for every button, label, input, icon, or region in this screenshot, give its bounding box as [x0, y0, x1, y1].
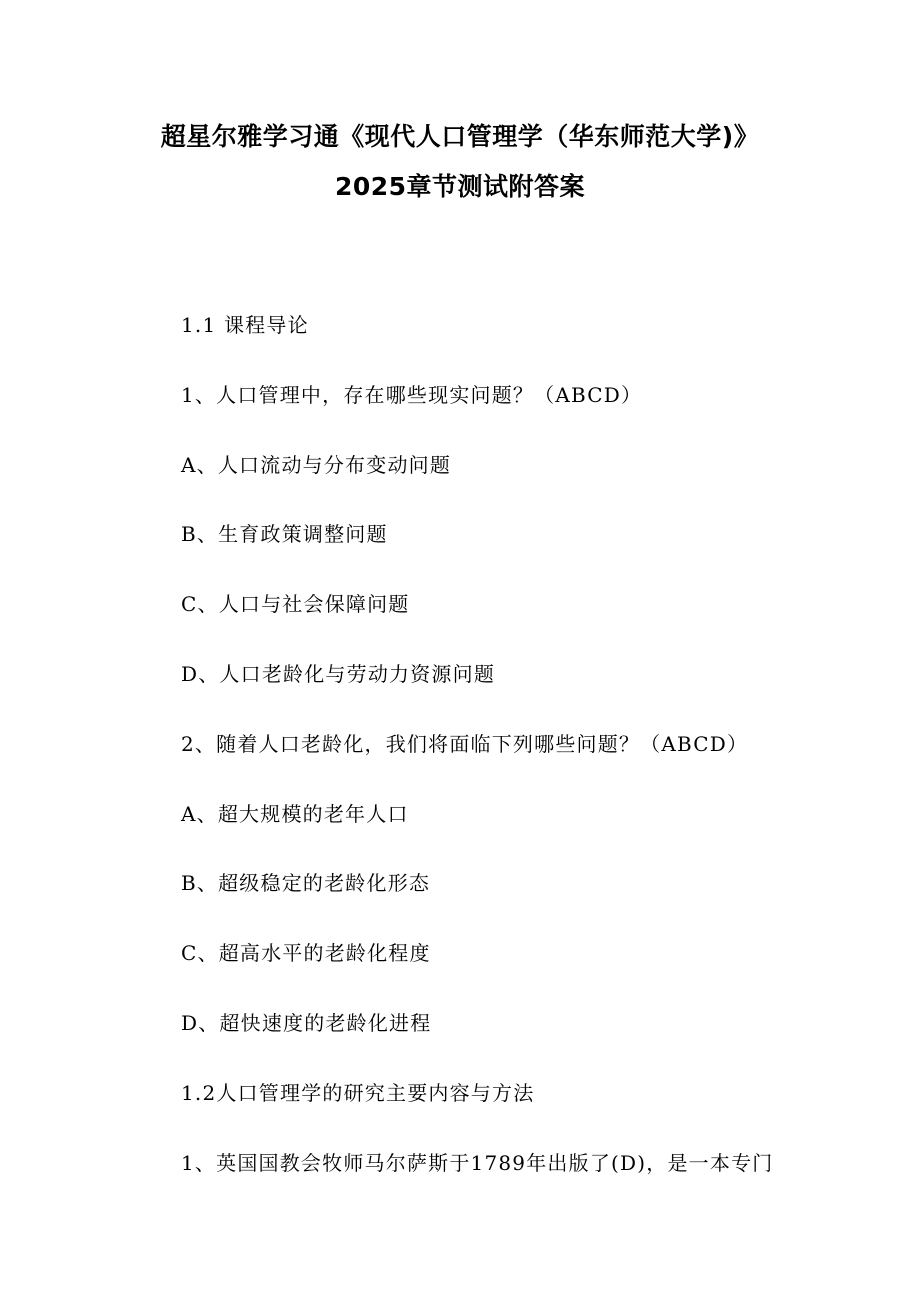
- section-heading-1-1: 1.1 课程导论: [181, 313, 309, 337]
- document-title-line-2: 2025章节测试附答案: [334, 172, 586, 201]
- question-1-2-1: 1、英国国教会牧师马尔萨斯于1789年出版了(D)，是一本专门: [181, 1151, 774, 1175]
- option-1-1-2-c: C、超高水平的老龄化程度: [181, 941, 431, 965]
- question-1-1-1: 1、人口管理中，存在哪些现实问题？（ABCD）: [181, 383, 643, 407]
- option-1-1-2-d: D、超快速度的老龄化进程: [181, 1011, 432, 1035]
- question-1-1-2: 2、随着人口老龄化，我们将面临下列哪些问题？（ABCD）: [181, 732, 749, 756]
- option-1-1-1-c: C、人口与社会保障问题: [181, 592, 410, 616]
- option-1-1-2-b: B、超级稳定的老龄化形态: [181, 871, 431, 895]
- option-1-1-2-a: A、超大规模的老年人口: [181, 802, 409, 826]
- option-1-1-1-d: D、人口老龄化与劳动力资源问题: [181, 662, 496, 686]
- option-1-1-1-a: A、人口流动与分布变动问题: [181, 453, 452, 477]
- option-1-1-1-b: B、生育政策调整问题: [181, 522, 388, 546]
- section-heading-1-2: 1.2人口管理学的研究主要内容与方法: [181, 1081, 535, 1105]
- document-title-line-1: 超星尔雅学习通《现代人口管理学（华东师范大学)》: [160, 122, 760, 151]
